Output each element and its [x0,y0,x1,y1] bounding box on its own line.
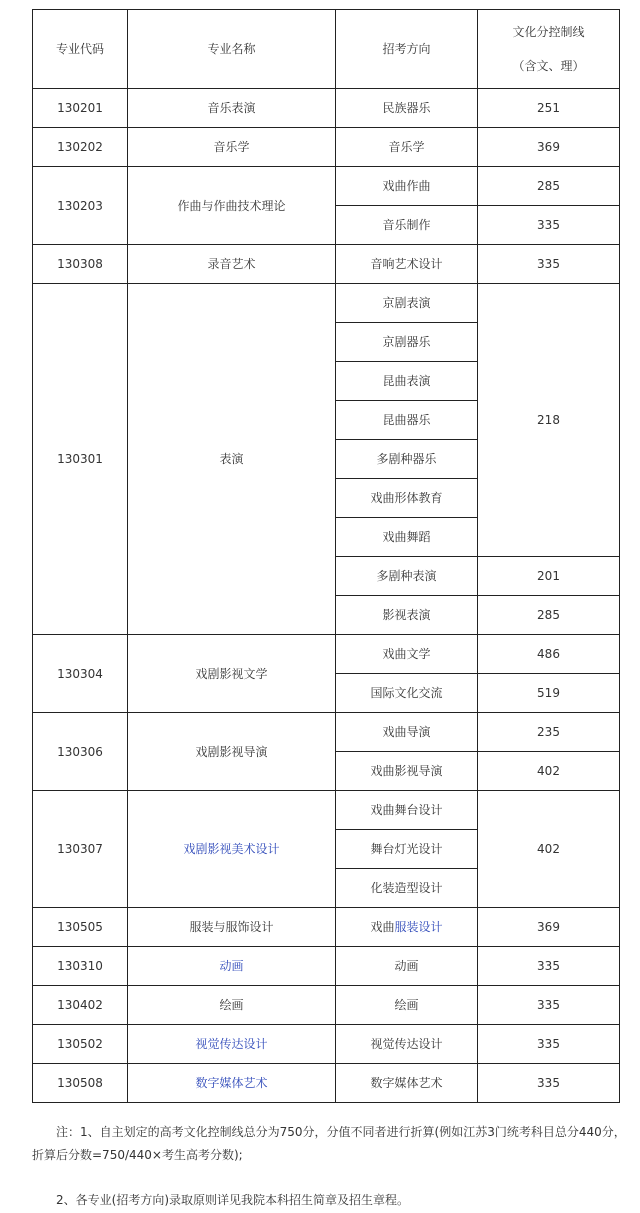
admission-score-table [32,9,620,1103]
direction: 戏曲舞蹈 [336,518,478,557]
direction-cell [336,908,478,947]
direction: 京剧表演 [336,284,478,323]
direction: 戏曲形体教育 [336,479,478,518]
direction-link[interactable]: 服装设计 [394,920,443,934]
direction: 多剧种表演 [336,557,478,596]
score: 285 [478,167,620,206]
major-name: 绘画 [128,986,336,1025]
major-name-cell [128,791,336,908]
direction: 绘画 [336,986,478,1025]
direction: 音响艺术设计 [336,245,478,284]
direction: 舞台灯光设计 [336,830,478,869]
major-name-link[interactable]: 戏剧影视美术设计 [183,842,280,856]
major-code: 130201 [33,89,128,128]
table-row [33,713,620,752]
major-name: 音乐表演 [128,89,336,128]
header-row [33,10,620,89]
score: 335 [478,1025,620,1064]
direction: 戏曲作曲 [336,167,478,206]
score: 335 [478,245,620,284]
table-row [33,1025,620,1064]
major-name: 表演 [128,284,336,635]
table-row [33,986,620,1025]
direction: 音乐制作 [336,206,478,245]
score: 369 [478,908,620,947]
score: 486 [478,635,620,674]
score: 519 [478,674,620,713]
table-row [33,1064,620,1103]
header-direction: 招考方向 [336,10,478,89]
direction: 国际文化交流 [336,674,478,713]
major-code: 130306 [33,713,128,791]
table-row [33,284,620,323]
major-name-link[interactable]: 动画 [219,959,244,973]
direction: 多剧种器乐 [336,440,478,479]
direction: 戏曲舞台设计 [336,791,478,830]
header-code: 专业代码 [33,10,128,89]
header-name: 专业名称 [128,10,336,89]
major-code: 130308 [33,245,128,284]
major-name: 服装与服饰设计 [128,908,336,947]
direction: 数字媒体艺术 [336,1064,478,1103]
major-code: 130202 [33,128,128,167]
score: 335 [478,206,620,245]
footnote-1: 注：1、自主划定的高考文化控制线总分为750分，分值不同者进行折算(例如江苏3门统考科目总分440分，折算后分数=750/440×考生高考分数); [32,1125,626,1162]
major-code: 130508 [33,1064,128,1103]
major-name-cell [128,1064,336,1103]
major-name-link[interactable]: 数字媒体艺术 [195,1076,268,1090]
major-code: 130505 [33,908,128,947]
score: 402 [478,752,620,791]
score: 335 [478,986,620,1025]
major-code: 130307 [33,791,128,908]
major-name-cell [128,947,336,986]
score: 285 [478,596,620,635]
score: 251 [478,89,620,128]
table-row [33,791,620,830]
footnotes [32,1121,627,1212]
header-score-line2: （含文、理） [512,59,585,73]
major-code: 130304 [33,635,128,713]
score: 218 [478,284,620,557]
major-code: 130301 [33,284,128,635]
direction: 昆曲器乐 [336,401,478,440]
direction: 民族器乐 [336,89,478,128]
major-code: 130203 [33,167,128,245]
header-score-line1: 文化分控制线 [512,25,585,39]
score: 235 [478,713,620,752]
direction: 戏曲文学 [336,635,478,674]
header-score [478,10,620,89]
score: 335 [478,947,620,986]
major-code: 130502 [33,1025,128,1064]
table-row [33,947,620,986]
score: 402 [478,791,620,908]
major-name: 作曲与作曲技术理论 [128,167,336,245]
direction: 视觉传达设计 [336,1025,478,1064]
major-code: 130402 [33,986,128,1025]
table-row [33,128,620,167]
major-name: 戏剧影视文学 [128,635,336,713]
table-row [33,167,620,206]
direction: 戏曲影视导演 [336,752,478,791]
score: 335 [478,1064,620,1103]
major-name-link[interactable]: 视觉传达设计 [195,1037,268,1051]
table-row [33,89,620,128]
major-name-cell [128,1025,336,1064]
major-code: 130310 [33,947,128,986]
direction: 化装造型设计 [336,869,478,908]
score: 201 [478,557,620,596]
footnote-2: 2、各专业(招考方向)录取原则详见我院本科招生简章及招生章程。 [56,1193,410,1207]
major-name: 录音艺术 [128,245,336,284]
major-name: 戏剧影视导演 [128,713,336,791]
score: 369 [478,128,620,167]
direction: 京剧器乐 [336,323,478,362]
major-name: 音乐学 [128,128,336,167]
table-row [33,908,620,947]
direction: 昆曲表演 [336,362,478,401]
direction: 影视表演 [336,596,478,635]
direction: 音乐学 [336,128,478,167]
table-row [33,245,620,284]
direction: 动画 [336,947,478,986]
table-row [33,635,620,674]
direction-prefix: 戏曲 [370,920,395,934]
direction: 戏曲导演 [336,713,478,752]
